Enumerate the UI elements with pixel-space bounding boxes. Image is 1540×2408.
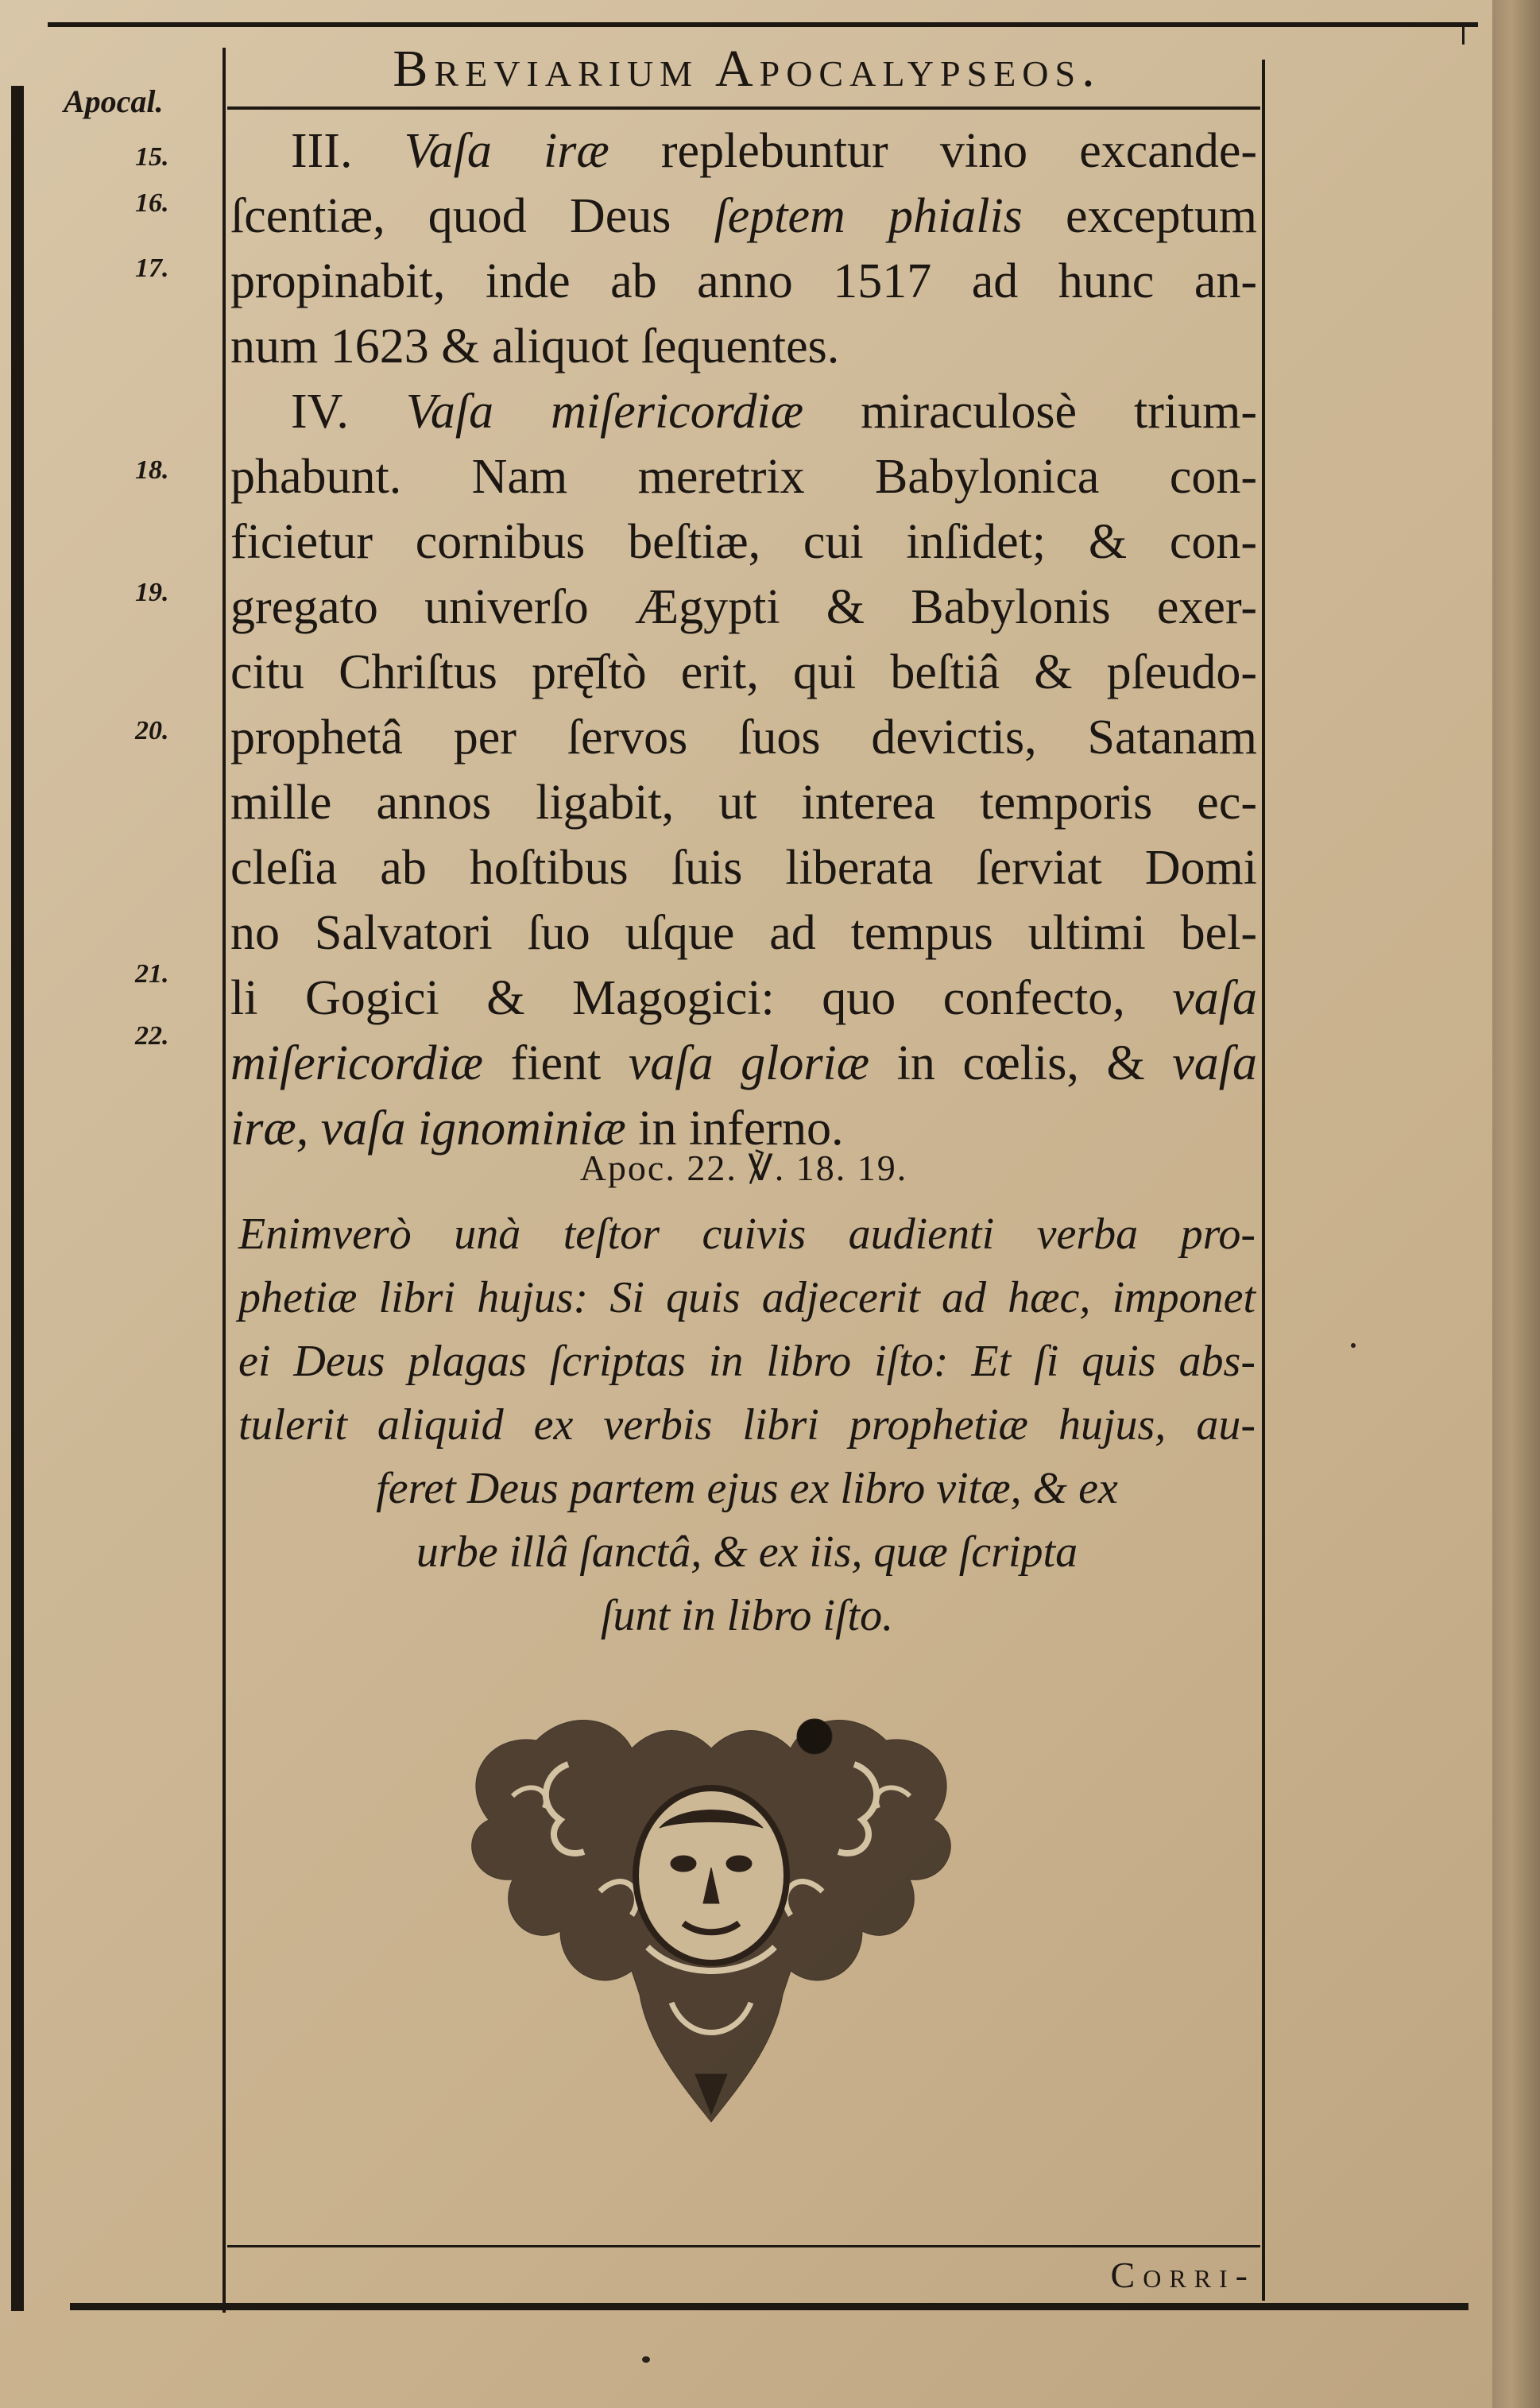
italic-phrase: ſeptem phialis [714,189,1023,243]
text-line [230,443,1257,511]
scripture-citation: Apoc. 22. ℣. 18. 19. [579,1148,908,1188]
margin-note-16: 16. [135,188,169,218]
margin-note-19: 19. [135,578,169,607]
text-segment: li Gogici & Magogici: quo confecto, [230,971,1173,1025]
running-head: Breviarium Apocalypseos. [393,40,1101,98]
text-line [230,378,1257,446]
woodcut-ornament-icon [441,1709,981,2154]
ink-speck [642,2356,650,2363]
text-segment: fient [483,1036,629,1090]
text-segment: replebuntur vino excande- [609,124,1257,178]
text-segment: propinabit, inde ab anno 1517 ad hunc an- [230,254,1257,308]
quote-line: ſunt in libro iſto. [600,1591,894,1640]
text-segment: IV. [291,385,406,439]
text-line [230,704,1257,772]
text-segment: gregato univerſo Ægypti & Babylonis exer- [230,580,1257,634]
text-segment: no Salvatori ſuo uſque ad tempus ultimi bel- [230,906,1257,960]
text-segment: cleſia ab hoſtibus ſuis liberata ſerviat Domi [230,841,1257,895]
text-line [230,1030,1257,1098]
margin-note-15: 15. [135,142,169,172]
margin-note-21: 21. [135,959,169,989]
italic-phrase: iræ, vaſa ignominiæ [230,1101,626,1156]
inner-left-rule [222,48,226,2313]
text-segment: phabunt. Nam meretrix Babylonica con- [230,450,1257,504]
italic-phrase: vaſa [1172,1036,1257,1090]
text-line [230,639,1257,707]
italic-phrase: vaſa gloriæ [628,1036,870,1090]
italic-phrase: miſericordiæ [230,1036,484,1090]
quote-line: urbe illâ ſanctâ, & ex iis, quæ ſcripta [416,1527,1078,1577]
text-line [230,769,1257,837]
italic-phrase: Vaſa iræ [404,124,609,178]
text-segment: num 1623 & aliquot ſequentes. [230,319,840,374]
quote-line: Enimverò unà teſtor cuivis audienti verba pro- [238,1210,1256,1259]
text-line [230,509,1257,576]
top-rule [48,22,1478,27]
text-line [230,183,1257,250]
bottom-rule [70,2303,1468,2310]
text-line [230,965,1257,1032]
text-line [230,900,1257,967]
quote-line: phetiæ libri hujus: Si quis adjecerit ad hæc, imponet [238,1273,1256,1322]
italic-phrase: vaſa [1172,971,1257,1025]
quote-line: ei Deus plagas ſcriptas in libro iſto: Et ſi quis abs- [238,1337,1256,1386]
margin-note-17: 17. [135,254,169,283]
inner-right-rule [1262,60,1265,2301]
text-line [230,313,1257,381]
quote-line: tulerit aliquid ex verbis libri prophetiæ hujus, au- [238,1400,1256,1450]
adjacent-page-edge [1492,0,1540,2408]
text-line [230,834,1257,902]
catchword: Corri- [1110,2255,1256,2295]
margin-note-18: 18. [135,455,169,485]
text-segment: ſcentiæ, quod Deus [230,189,714,243]
text-segment: ficietur cornibus beſtiæ, cui inſidet; & con- [230,515,1257,569]
margin-note-20: 20. [135,716,169,745]
text-segment: in inferno. [625,1101,844,1156]
ink-speck [1351,1343,1356,1348]
text-segment: exceptum [1022,189,1257,243]
header-rule [227,106,1260,110]
quote-line: feret Deus partem ejus ex libro vitæ, & ex [376,1464,1118,1513]
text-segment: in cœlis, & [869,1036,1173,1090]
text-segment: III. [291,124,404,178]
outer-left-rule [11,86,24,2311]
text-segment: miraculosè trium- [803,385,1257,439]
text-segment: mille annos ligabit, ut interea temporis ec- [230,776,1257,830]
margin-note-apocal: Apocal. [64,83,164,119]
frame-tick [1462,22,1465,45]
margin-note-22: 22. [135,1021,169,1051]
text-line [230,118,1257,185]
text-line [230,248,1257,316]
text-line [230,574,1257,641]
text-segment: prophetâ per ſervos ſuos devictis, Satanam [230,710,1257,765]
italic-phrase: Vaſa miſericordiæ [405,385,804,439]
text-segment: citu Chriſtus prę̄ſtò erit, qui beſtiâ & pſeudo- [230,645,1257,699]
